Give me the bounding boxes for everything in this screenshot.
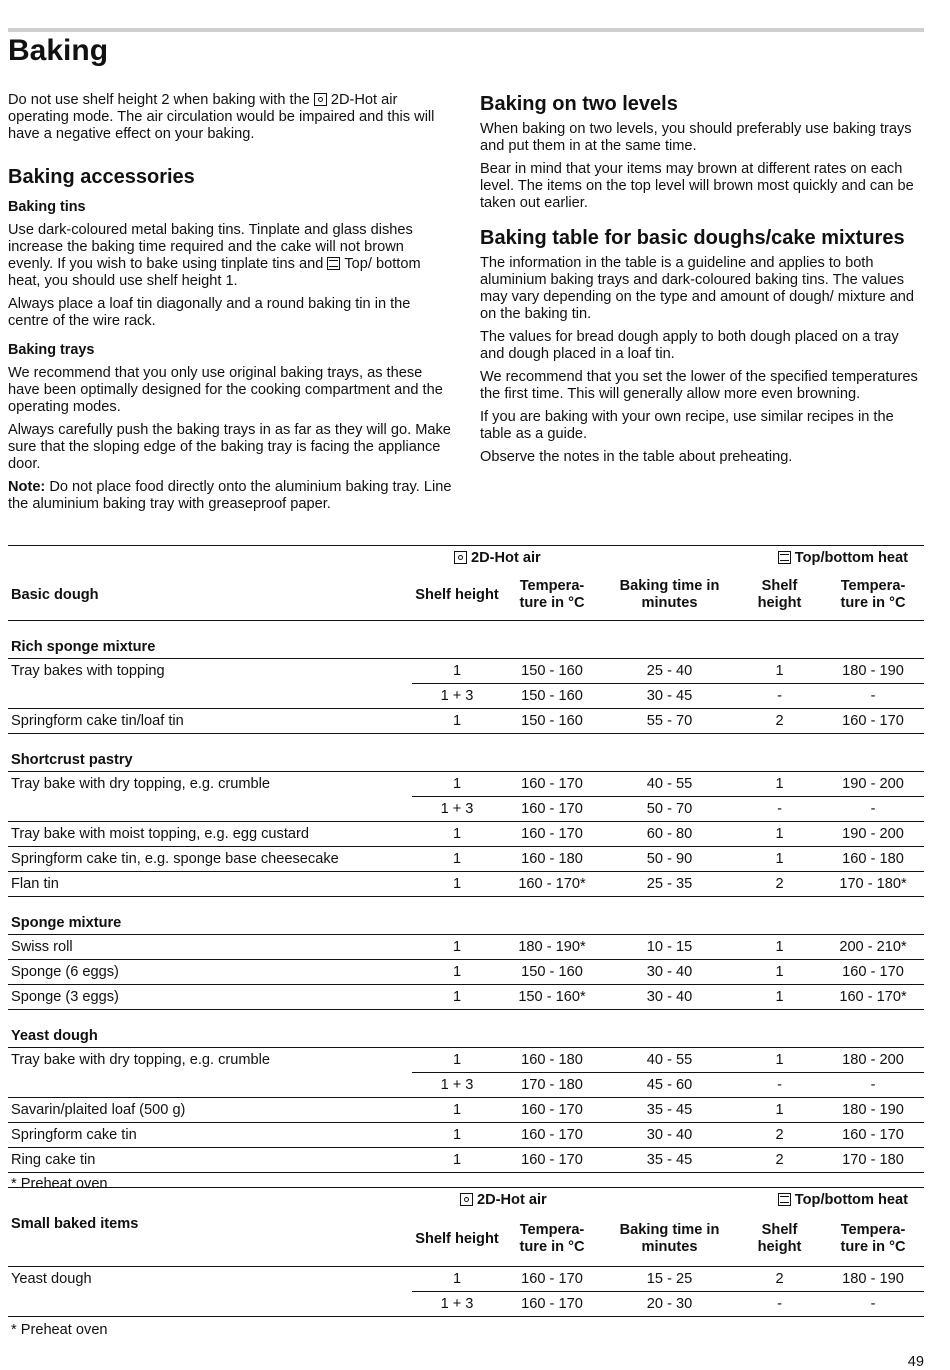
row-value: 2	[737, 1148, 822, 1173]
row-item-name	[8, 684, 412, 709]
row-value: 2	[737, 1123, 822, 1148]
row-value: 25 - 35	[602, 872, 737, 897]
row-value: 1 + 3	[412, 1292, 502, 1317]
shelf-header: Shelf height	[415, 1230, 499, 1247]
table-row	[8, 797, 924, 822]
row-value: -	[822, 797, 924, 822]
row-value: 160 - 170	[502, 1267, 602, 1292]
row-value: 160 - 180	[822, 847, 924, 872]
row-value: 1	[737, 935, 822, 960]
row-value: 30 - 40	[602, 985, 737, 1010]
row-value: 200 - 210*	[822, 935, 924, 960]
row-value: 150 - 160	[502, 684, 602, 709]
row-value: 1	[412, 1098, 502, 1123]
temp-header: Tempera- ture in °C	[519, 1222, 585, 1255]
row-value: 180 - 190*	[502, 935, 602, 960]
row-item-name: Springform cake tin/loaf tin	[8, 709, 412, 734]
row-value: 170 - 180	[502, 1073, 602, 1098]
baking-tins-p1: Use dark-coloured metal baking tins. Tinplate and glass dishes increase the baking time required and the cake will not brown evenly. If you wish to bake using tinplate tins and Top/ bottom heat, you should use shelf height 1.	[8, 222, 421, 289]
row-item-name: Yeast dough	[11, 1270, 92, 1287]
table-row	[8, 1292, 924, 1317]
row-value: 190 - 200	[822, 822, 924, 847]
row-item-name: Tray bake with moist topping, e.g. egg custard	[8, 822, 412, 847]
row-value: 180 - 190	[822, 659, 924, 684]
row-value: 1	[412, 1048, 502, 1073]
row-item-name: Flan tin	[8, 872, 412, 897]
row-value: -	[737, 684, 822, 709]
row-value: 30 - 40	[602, 1123, 737, 1148]
temp-header: Tempera- ture in °C	[519, 578, 585, 611]
left-column	[8, 92, 453, 519]
row-value: 35 - 45	[602, 1098, 737, 1123]
row-value: 1 + 3	[412, 797, 502, 822]
temp-header: Tempera- ture in °C	[840, 1222, 906, 1255]
row-value: 60 - 80	[602, 822, 737, 847]
hot-air-icon	[460, 1193, 473, 1206]
baking-trays-heading: Baking trays	[8, 342, 95, 358]
row-value: 160 - 170	[822, 960, 924, 985]
group-row	[8, 734, 924, 772]
top-bottom-col-header: Top/bottom heat	[737, 546, 924, 571]
row-value: 160 - 170	[822, 709, 924, 734]
row-value: 25 - 40	[602, 659, 737, 684]
table-row	[8, 772, 924, 797]
row-value: 30 - 45	[602, 684, 737, 709]
row-value: 2	[737, 1267, 822, 1292]
row-value: 10 - 15	[602, 935, 737, 960]
row-value: 1	[412, 659, 502, 684]
shelf-header: Shelf height	[415, 586, 499, 603]
two-levels-p1: When baking on two levels, you should preferably use baking trays and put them in at the same time.	[480, 121, 912, 154]
row-value: 1	[737, 985, 822, 1010]
row-value: 50 - 70	[602, 797, 737, 822]
table-intro-p2: The values for bread dough apply to both dough placed on a tray and dough placed in a loaf tin.	[480, 329, 899, 362]
row-value: -	[737, 797, 822, 822]
row-value: 1	[412, 960, 502, 985]
row-value: 1	[412, 847, 502, 872]
row-value: 40 - 55	[602, 772, 737, 797]
table-row	[8, 985, 924, 1010]
row-value: 1	[737, 822, 822, 847]
table-row	[8, 872, 924, 897]
table-row	[8, 822, 924, 847]
row-value: 160 - 170	[502, 772, 602, 797]
row-value: 15 - 25	[602, 1267, 737, 1292]
row-value: 160 - 170	[502, 1148, 602, 1173]
hot-air-col-header: 2D-Hot air	[412, 1188, 737, 1213]
row-value: 1	[412, 1148, 502, 1173]
row-value: 55 - 70	[602, 709, 737, 734]
row-value: 160 - 170	[502, 1292, 602, 1317]
row-value: 150 - 160*	[502, 985, 602, 1010]
row-item-name: Tray bake with dry topping, e.g. crumble	[11, 775, 271, 792]
row-item-name: Sponge (3 eggs)	[8, 985, 412, 1010]
row-value: 190 - 200	[822, 772, 924, 797]
row-value: 160 - 170	[822, 1123, 924, 1148]
row-value: -	[822, 1073, 924, 1098]
row-value: 180 - 190	[822, 1098, 924, 1123]
row-item-name	[8, 1073, 412, 1098]
top-bottom-heat-icon	[778, 1193, 791, 1206]
top-bottom-col-header: Top/bottom heat	[737, 1188, 924, 1213]
row-value: 160 - 170	[502, 1098, 602, 1123]
table-intro-heading: Baking table for basic doughs/cake mixtures	[480, 227, 905, 249]
intro-paragraph: Do not use shelf height 2 when baking with the 2D-Hot air operating mode. The air circulation would be impaired and this will have a negative effect on your baking.	[8, 92, 435, 142]
row-value: 1	[412, 772, 502, 797]
row-item-name	[8, 797, 412, 822]
row-value: 170 - 180	[822, 1148, 924, 1173]
table-title: Basic dough	[11, 586, 99, 603]
top-bottom-heat-icon	[327, 257, 340, 270]
row-value: 160 - 170*	[502, 872, 602, 897]
row-item-name: Tray bake with dry topping, e.g. crumble	[11, 1051, 271, 1068]
row-value: 30 - 40	[602, 960, 737, 985]
group-row	[8, 1010, 924, 1048]
temp-header: Tempera- ture in °C	[840, 578, 906, 611]
note-paragraph: Note: Do not place food directly onto the aluminium baking tray. Line the aluminium baking tray with greaseproof paper.	[8, 479, 452, 512]
group-name: Shortcrust pastry	[8, 734, 924, 772]
table-row	[8, 709, 924, 734]
row-value: 1	[412, 709, 502, 734]
table-row	[8, 1073, 924, 1098]
row-value: 1	[412, 935, 502, 960]
table-row	[8, 1123, 924, 1148]
table-title: Small baked items	[11, 1216, 139, 1232]
row-value: 160 - 170	[502, 1123, 602, 1148]
row-value: -	[737, 1073, 822, 1098]
row-item-name: Tray bakes with topping	[11, 662, 165, 679]
shelf-header: Shelf height	[757, 578, 802, 611]
row-value: -	[822, 684, 924, 709]
two-levels-heading: Baking on two levels	[480, 93, 678, 115]
group-row	[8, 621, 924, 659]
table-row	[8, 935, 924, 960]
row-item-name: Savarin/plaited loaf (500 g)	[8, 1098, 412, 1123]
row-value: 2	[737, 872, 822, 897]
baking-trays-p2: Always carefully push the baking trays in as far as they will go. Make sure that the sloping edge of the baking tray is facing the appliance door.	[8, 422, 451, 472]
baking-tins-p2: Always place a loaf tin diagonally and a round baking tin in the centre of the wire rack.	[8, 296, 411, 329]
hot-air-icon	[314, 93, 327, 106]
row-value: 150 - 160	[502, 659, 602, 684]
row-value: 1 + 3	[412, 1073, 502, 1098]
footnote-row	[8, 1317, 924, 1344]
row-value: 1	[412, 1123, 502, 1148]
row-value: 1	[737, 847, 822, 872]
row-value: 20 - 30	[602, 1292, 737, 1317]
table-intro-p4: If you are baking with your own recipe, use similar recipes in the table as a guide.	[480, 409, 894, 442]
table-row	[8, 847, 924, 872]
table-row	[8, 659, 924, 684]
time-header: Baking time in minutes	[619, 1222, 720, 1255]
table-row	[8, 1267, 924, 1292]
table-intro-p1: The information in the table is a guideline and applies to both aluminium baking trays and dark-coloured baking tins. The values may vary depending on the type and amount of dough/ mixture and on the baking tin.	[480, 255, 915, 322]
table-row	[8, 1048, 924, 1073]
footnote: * Preheat oven	[11, 1175, 108, 1192]
row-value: 180 - 190	[822, 1267, 924, 1292]
footnote: * Preheat oven	[11, 1321, 108, 1338]
group-name: Rich sponge mixture	[8, 621, 924, 659]
top-bottom-heat-icon	[778, 551, 791, 564]
title-rule	[8, 28, 924, 32]
row-item-name: Swiss roll	[8, 935, 412, 960]
hot-air-col-header: 2D-Hot air	[412, 546, 737, 571]
shelf-header: Shelf height	[757, 1222, 802, 1255]
two-levels-p2: Bear in mind that your items may brown at different rates on each level. The items on the top level will brown most quickly and can be taken out earlier.	[480, 161, 914, 211]
row-value: 1	[737, 1098, 822, 1123]
table-intro-p3: We recommend that you set the lower of the specified temperatures the first time. This will generally allow more even browning.	[480, 369, 918, 402]
row-value: 1	[412, 872, 502, 897]
row-item-name	[8, 1292, 412, 1317]
row-value: 2	[737, 709, 822, 734]
row-value: 1	[737, 772, 822, 797]
row-value: -	[737, 1292, 822, 1317]
row-value: 170 - 180*	[822, 872, 924, 897]
row-value: 160 - 170	[502, 797, 602, 822]
row-item-name: Springform cake tin, e.g. sponge base cheesecake	[8, 847, 412, 872]
row-value: 160 - 180	[502, 1048, 602, 1073]
row-value: 1	[412, 1267, 502, 1292]
row-value: -	[822, 1292, 924, 1317]
small-baked-items-table	[8, 1187, 924, 1343]
group-name: Yeast dough	[8, 1010, 924, 1048]
row-value: 35 - 45	[602, 1148, 737, 1173]
row-item-name: Ring cake tin	[8, 1148, 412, 1173]
basic-dough-table	[8, 545, 924, 1195]
row-value: 160 - 170*	[822, 985, 924, 1010]
time-header: Baking time in minutes	[619, 578, 720, 611]
group-name: Sponge mixture	[8, 897, 924, 935]
table-row	[8, 960, 924, 985]
table-row	[8, 1098, 924, 1123]
group-row	[8, 897, 924, 935]
page-number: 49	[907, 1354, 924, 1370]
row-value: 1	[412, 985, 502, 1010]
accessories-heading: Baking accessories	[8, 166, 195, 188]
row-value: 1	[737, 1048, 822, 1073]
baking-trays-p1: We recommend that you only use original baking trays, as these have been optimally designed for the cooking compartment and the operating modes.	[8, 365, 443, 415]
right-column	[480, 92, 925, 472]
row-value: 1	[737, 960, 822, 985]
row-value: 50 - 90	[602, 847, 737, 872]
row-value: 1	[412, 822, 502, 847]
row-value: 150 - 160	[502, 960, 602, 985]
table-intro-p5: Observe the notes in the table about preheating.	[480, 449, 793, 465]
row-value: 180 - 200	[822, 1048, 924, 1073]
hot-air-icon	[454, 551, 467, 564]
row-item-name: Springform cake tin	[8, 1123, 412, 1148]
table-row	[8, 1148, 924, 1173]
row-value: 150 - 160	[502, 709, 602, 734]
row-value: 160 - 170	[502, 822, 602, 847]
table-row	[8, 684, 924, 709]
row-item-name: Sponge (6 eggs)	[8, 960, 412, 985]
row-value: 160 - 180	[502, 847, 602, 872]
row-value: 45 - 60	[602, 1073, 737, 1098]
row-value: 1	[737, 659, 822, 684]
baking-tins-heading: Baking tins	[8, 199, 86, 215]
row-value: 1 + 3	[412, 684, 502, 709]
row-value: 40 - 55	[602, 1048, 737, 1073]
page-title: Baking	[8, 34, 109, 67]
